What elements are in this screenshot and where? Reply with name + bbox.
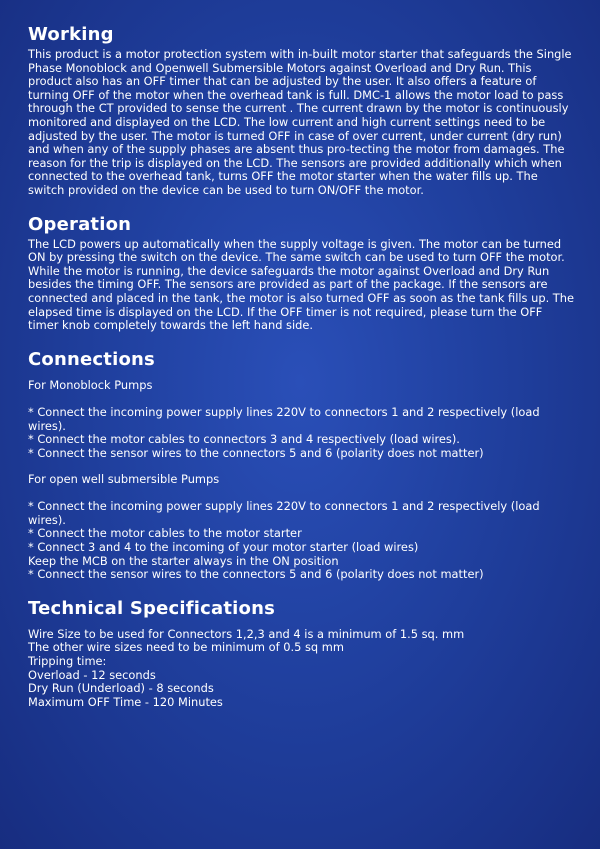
specs-list bbox=[28, 628, 576, 710]
connections-heading: Connections bbox=[28, 348, 155, 370]
operation-body: The LCD powers up automatically when the supply voltage is given. The motor can be turned ON by pressing the switch on the device. The same switch can be used to turn OFF the motor. While the motor is running, the device safeguards the motor against Overload and Dry Run besides the timing OFF. The sensors are provided as part of the package. If the sensors are connected and placed in the tank, the motor is also turned OFF as soon as the tank fills up. The elapsed time is displayed on the LCD. If the OFF timer is not required, please turn the OFF timer knob completely towards the left hand side. bbox=[28, 236, 574, 333]
specs-section bbox=[28, 596, 576, 710]
spec-line: Wire Size to be used for Connectors 1,2,3 and 4 is a minimum of 1.5 sq. mm bbox=[28, 626, 465, 641]
monoblock-list bbox=[28, 406, 576, 460]
list-item: * Connect the incoming power supply lines 220V to connectors 1 and 2 respectively (load wires). bbox=[28, 405, 540, 433]
list-item: * Connect the motor cables to connectors 3 and 4 respectively (load wires). bbox=[28, 432, 460, 447]
operation-section bbox=[28, 212, 576, 333]
list-item: * Connect the motor cables to the motor starter bbox=[28, 526, 302, 541]
spec-line: Overload - 12 seconds bbox=[28, 667, 156, 682]
spec-line: Maximum OFF Time - 120 Minutes bbox=[28, 694, 223, 709]
working-section bbox=[28, 22, 576, 198]
list-item: * Connect the sensor wires to the connectors 5 and 6 (polarity does not matter) bbox=[28, 567, 484, 582]
list-item: * Connect the sensor wires to the connectors 5 and 6 (polarity does not matter) bbox=[28, 446, 484, 461]
openwell-list bbox=[28, 500, 576, 582]
list-item: * Connect 3 and 4 to the incoming of your motor starter (load wires) bbox=[28, 540, 419, 555]
working-body: This product is a motor protection system with in-built motor starter that safeguards the Single Phase Monoblock and Openwell Submersible Motors against Overload and Dry Run. This product also has an OFF timer that can be adjusted by the user. It also offers a feature of turning OFF of the motor when the overhead tank is full. DMC-1 allows the motor load to pass through the CT provided to sense the current . The current drawn by the motor is continuously monitored and displayed on the LCD. The low current and high current settings need to be adjusted by the user. The motor is turned OFF in case of over current, under current (dry run) and when any of the supply phases are absent thus pro-tecting the motor from damages. The reason for the trip is displayed on the LCD. The sensors are provided additionally which when connected to the overhead tank, turns OFF the motor starter when the water fills up. The switch provided on the device can be used to turn ON/OFF the motor. bbox=[28, 47, 572, 197]
openwell-title: For open well submersible Pumps bbox=[28, 471, 220, 486]
spec-line: Dry Run (Underload) - 8 seconds bbox=[28, 681, 214, 696]
list-item: * Connect the incoming power supply lines 220V to connectors 1 and 2 respectively (load wires). bbox=[28, 499, 540, 527]
spec-line: The other wire sizes need to be minimum of 0.5 sq mm bbox=[28, 640, 344, 655]
connections-section bbox=[28, 347, 576, 582]
monoblock-title: For Monoblock Pumps bbox=[28, 377, 153, 392]
working-heading: Working bbox=[28, 24, 114, 45]
operation-heading: Operation bbox=[28, 213, 132, 235]
list-item: Keep the MCB on the starter always in the ON position bbox=[28, 553, 339, 568]
spec-line: Tripping time: bbox=[28, 654, 107, 668]
specs-heading: Technical Specifications bbox=[28, 597, 276, 619]
